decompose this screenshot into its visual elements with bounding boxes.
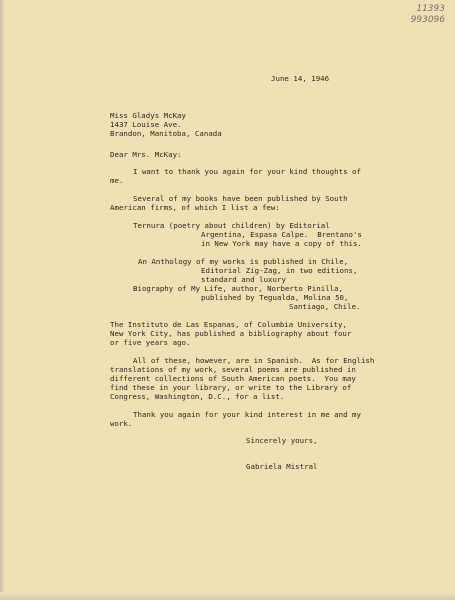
paragraph-thanks-line: work.	[110, 419, 133, 428]
paragraph-instituto-line: The Instituto de Las Espanas, of Columbia University,	[110, 320, 347, 329]
paragraph-instituto-line: or five years ago.	[110, 338, 191, 347]
book-biography-line: Biography of My Life, author, Norberto Pinilla,	[133, 284, 344, 293]
recipient-name: Miss Gladys McKay	[110, 111, 186, 120]
paragraph-1-line: I want to thank you again for your kind thoughts of	[133, 167, 361, 176]
salutation: Dear Mrs. McKay:	[110, 150, 182, 159]
book-anthology-line: standard and luxury	[201, 275, 286, 284]
paragraph-spanish-line: different collections of South American poets. You may	[110, 374, 356, 383]
paragraph-1-line: me.	[110, 176, 124, 185]
paragraph-spanish-line: All of these, however, are in Spanish. As for English	[133, 356, 375, 365]
book-biography-line: Santiago, Chile.	[289, 302, 361, 311]
book-ternura-line: in New York may have a copy of this.	[201, 239, 362, 248]
page-left-edge	[0, 0, 5, 600]
book-ternura-line: Argentina, Espasa Calpe. Brentano's	[201, 230, 362, 239]
page-bottom-edge	[0, 592, 455, 600]
paragraph-thanks-line: Thank you again for your kind interest in me and my	[133, 410, 361, 419]
paragraph-spanish-line: Congress, Washington, D.C., for a list.	[110, 392, 285, 401]
book-anthology-line: Editorial Zig-Zag, in two editions,	[201, 266, 358, 275]
book-anthology-line: An Anthology of my works is published in Chile,	[138, 257, 349, 266]
paragraph-spanish-line: find these in your library, or write to the Library of	[110, 383, 352, 392]
paragraph-spanish-line: translations of my work, several poems are published in	[110, 365, 356, 374]
annotation-line: 11393	[416, 4, 445, 14]
handwritten-annotation	[411, 4, 445, 26]
closing: Sincerely yours,	[246, 436, 318, 445]
paragraph-2-line: Several of my books have been published by South	[133, 194, 348, 203]
recipient-street: 1437 Louise Ave.	[110, 120, 182, 129]
annotation-line: 993096	[410, 15, 445, 25]
letter-date: June 14, 1946	[271, 74, 330, 83]
book-biography-line: published by Tegualda, Molina 50,	[201, 293, 349, 302]
recipient-city: Brandon, Manitoba, Canada	[110, 129, 222, 138]
paragraph-instituto-line: New York City, has published a bibliography about four	[110, 329, 352, 338]
book-ternura-line: Ternura (poetry about children) by Editorial	[133, 221, 330, 230]
signature: Gabriela Mistral	[246, 462, 318, 471]
paragraph-2-line: American firms, of which I list a few:	[110, 203, 280, 212]
